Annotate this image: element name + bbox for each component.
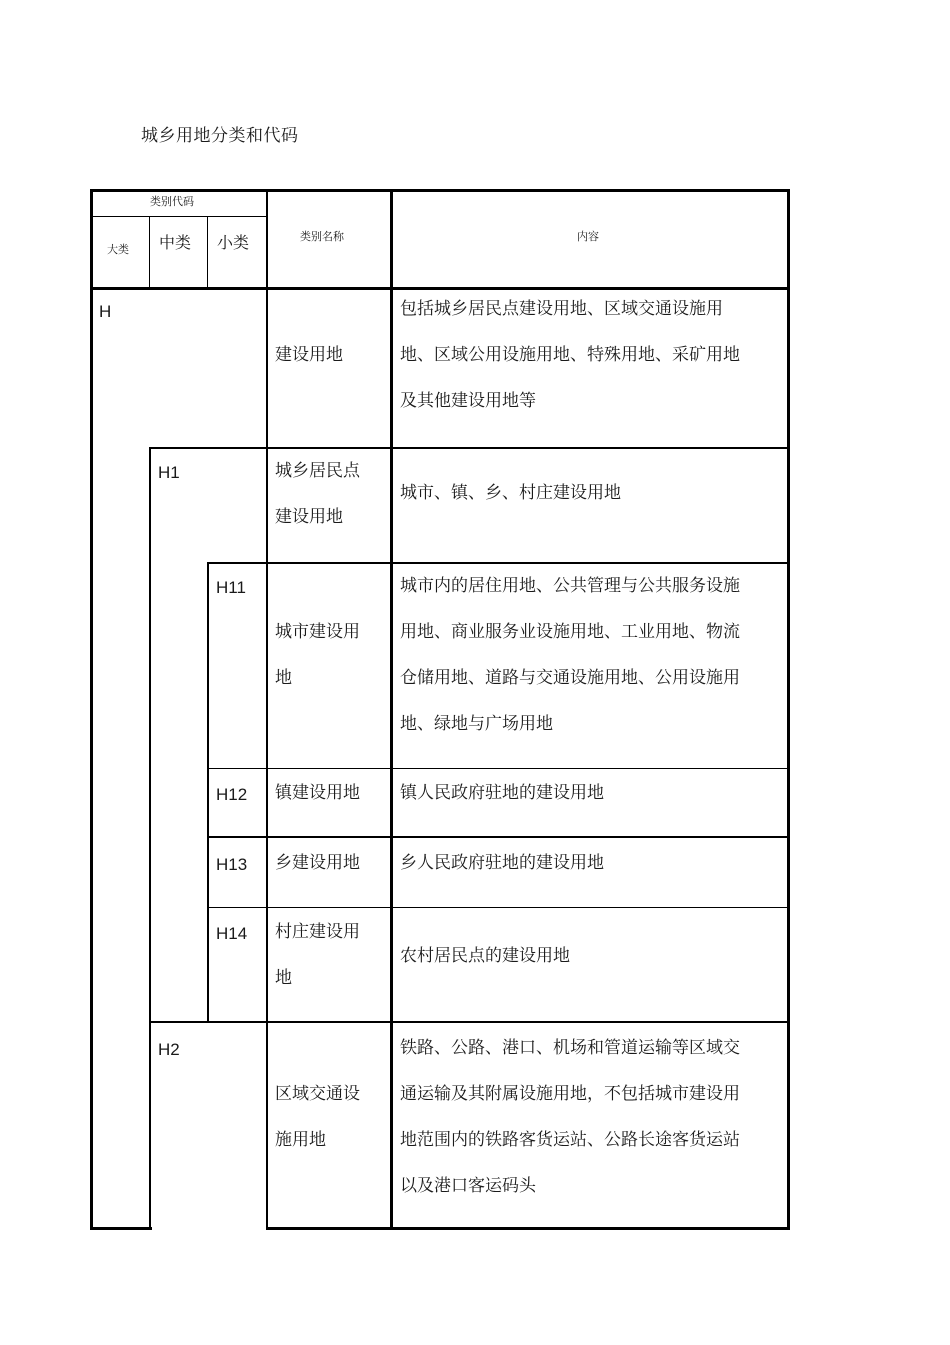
column-divider-medium [149,216,150,288]
category-name: 区域交通设 施用地 [275,1084,360,1150]
row-divider [149,447,790,449]
table-border-bottom [266,1227,790,1230]
table-row-minor-code: H13 [216,855,248,874]
column-divider-minor [207,216,208,288]
header-category-code: 类别代码 [150,195,194,208]
document-title: 城乡用地分类和代码 [141,126,299,146]
column-divider-content [390,189,393,1230]
column-divider-medium [149,448,151,1230]
category-content: 农村居民点的建设用地 [400,946,570,966]
header-subdivider [90,216,267,217]
row-divider [207,768,790,769]
category-name: 城市建设用 地 [275,622,360,688]
category-content: 镇人民政府驻地的建设用地 [400,783,604,803]
table-border-top [90,189,790,192]
table-row-medium-code: H2 [158,1040,180,1059]
category-name: 城乡居民点 建设用地 [275,461,360,527]
table-row-medium-code: H1 [158,463,180,482]
row-divider [207,836,790,838]
table-row-minor-code: H12 [216,785,248,804]
table-border-right [787,189,790,1230]
header-content: 内容 [577,230,599,243]
category-content: 城市内的居住用地、公共管理与公共服务设施 用地、商业服务业设施用地、工业用地、物流 仓储用地、道路与交通设施用地、公用设施用 地、绿地与广场用地 [400,576,740,734]
table-border-left [90,189,93,1230]
table-row-minor-code: H14 [216,924,248,943]
table-border-bottom [90,1227,152,1230]
header-minor: 小类 [217,233,250,252]
category-content: 城市、镇、乡、村庄建设用地 [400,483,621,503]
category-content: 乡人民政府驻地的建设用地 [400,853,604,873]
table-row-major-code: H [99,302,112,321]
table-row-minor-code: H11 [216,578,246,597]
header-major: 大类 [107,243,129,256]
category-name: 建设用地 [275,345,343,365]
category-content: 包括城乡居民点建设用地、区域交通设施用 地、区域公用设施用地、特殊用地、采矿用地 及其他建设用地等 [400,299,740,411]
row-divider [149,1021,790,1023]
column-divider-minor [207,562,209,1022]
header-medium: 中类 [159,233,192,252]
row-divider [207,907,790,908]
column-divider-name [266,189,268,1230]
category-name: 乡建设用地 [275,853,360,873]
category-name: 镇建设用地 [275,783,360,803]
category-name: 村庄建设用 地 [275,922,360,988]
category-content: 铁路、公路、港口、机场和管道运输等区域交 通运输及其附属设施用地，不包括城市建设用 地范围内的铁路客货运站、公路长途客货运站 以及港口客运码头 [400,1038,740,1196]
header-category-name: 类别名称 [300,230,344,243]
